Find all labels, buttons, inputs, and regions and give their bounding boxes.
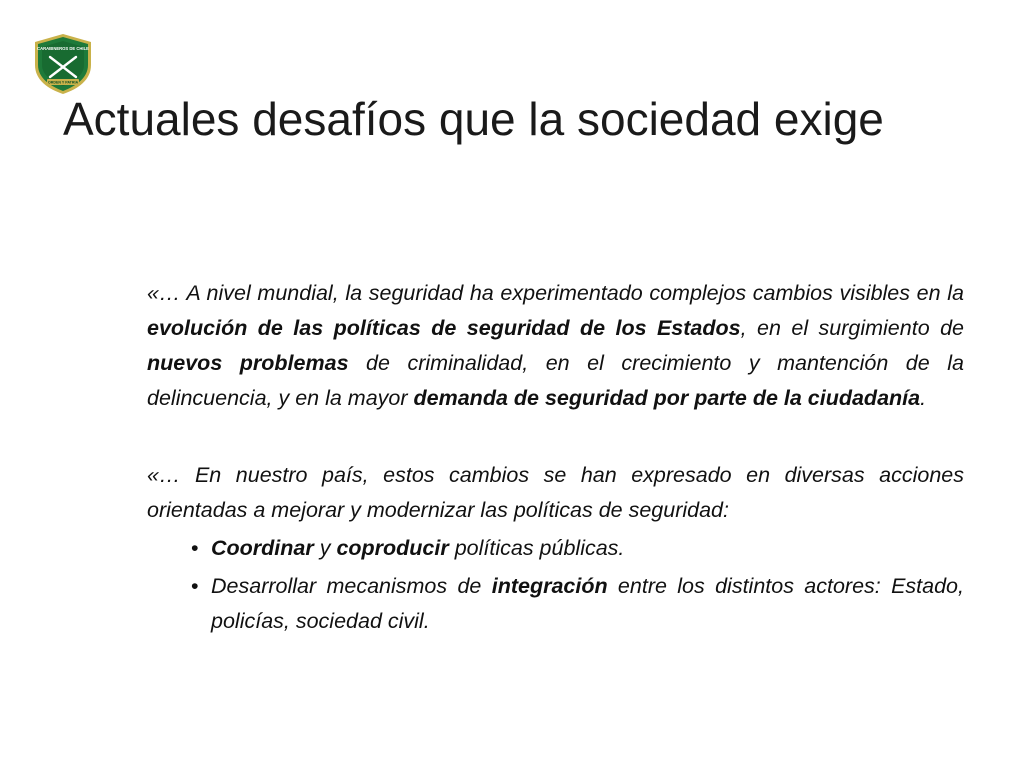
slide-body [147, 276, 964, 639]
bullet-icon: • [191, 574, 199, 598]
text-run: entre los distintos actores: Estado, policías, sociedad civil. [211, 574, 964, 633]
text-run: «… A nivel mundial, la seguridad ha experimentado complejos cambios visibles en la [147, 281, 964, 305]
bold-text: coproducir [336, 536, 449, 560]
carabineros-logo [33, 33, 93, 95]
bullet-item-desarrollar [147, 569, 964, 639]
bold-text: nuevos problemas [147, 351, 349, 375]
text-run: , en el surgimiento de [740, 316, 964, 340]
bullet-icon: • [191, 536, 199, 560]
bold-text: evolución de las políticas de seguridad de los Estados [147, 316, 741, 340]
bullet-item-coordinar [147, 531, 964, 566]
slide-title: Actuales desafíos que la sociedad exige [63, 93, 884, 145]
logo-ribbon-text: ORDEN Y PATRIA [47, 80, 79, 85]
text-run: y [313, 536, 337, 560]
text-run: de criminalidad, en el crecimiento y mantención de la delincuencia, y en la mayor [147, 351, 964, 410]
text-run: políticas públicas. [448, 536, 625, 560]
carabineros-shield-icon [33, 33, 93, 95]
bullet-list [147, 531, 964, 639]
bold-text: integración [491, 574, 608, 598]
text-run: Desarrollar mecanismos de [211, 574, 492, 598]
bold-text: Coordinar [211, 536, 314, 560]
bold-text: demanda de seguridad por parte de la ciudadanía [413, 386, 921, 410]
paragraph-global [147, 276, 964, 416]
logo-text: CARABINEROS DE CHILE [37, 46, 89, 51]
paragraph-national: «… En nuestro país, estos cambios se han expresado en diversas acciones orientadas a mejorar y modernizar las políticas de seguridad: [147, 463, 964, 522]
text-run: . [920, 386, 927, 410]
